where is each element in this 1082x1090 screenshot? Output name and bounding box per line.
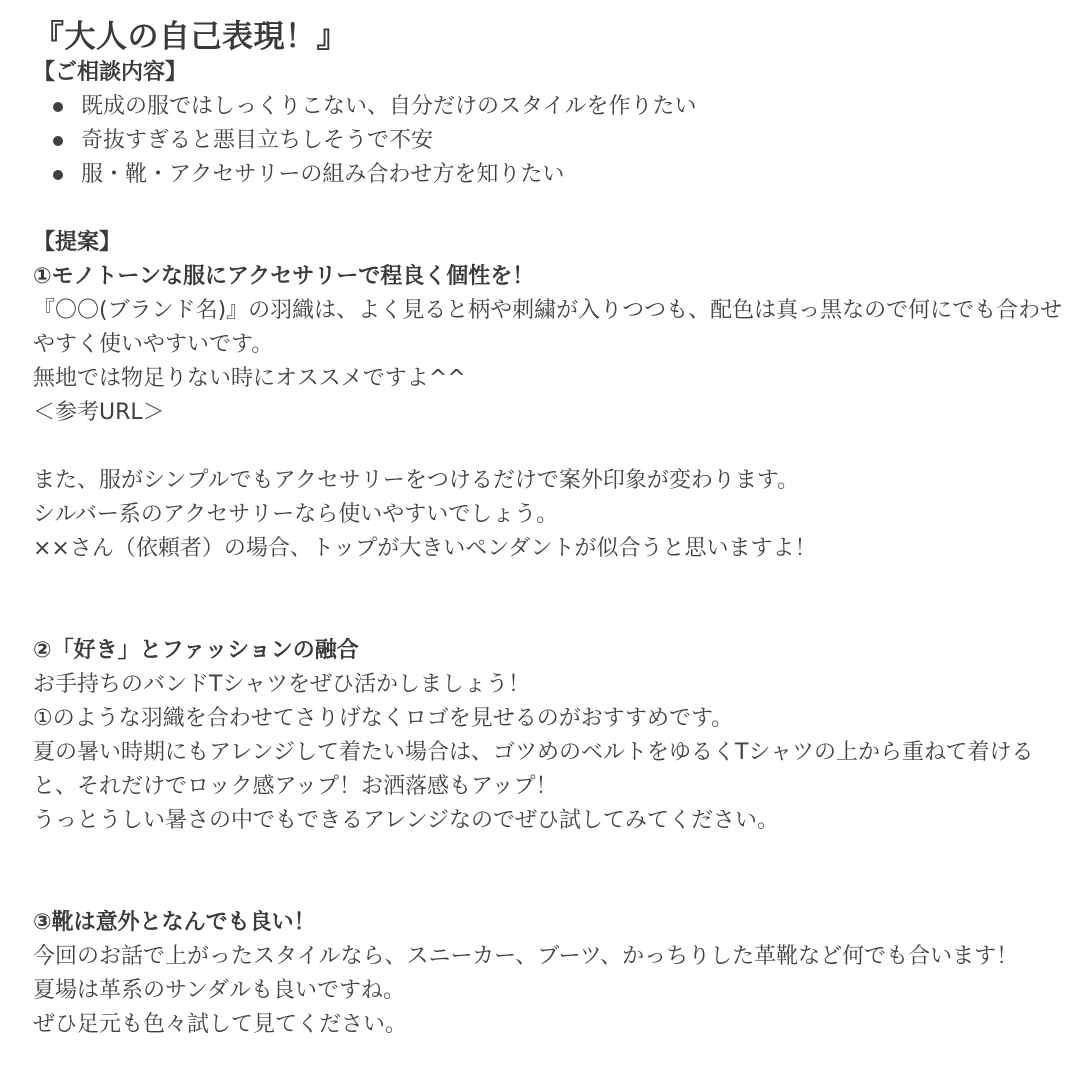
section3-line: ぜひ足元も色々試して見てください。 <box>33 1012 408 1037</box>
section3-line: 夏場は革系のサンダルも良いですね。 <box>33 978 406 1003</box>
section1-line: 無地では物足りない時にオススメですよ^^ <box>33 366 466 391</box>
spacer <box>33 566 1063 634</box>
proposal-heading: 【提案】 <box>33 230 122 255</box>
spacer <box>33 430 1063 464</box>
section1-line: シルバー系のアクセサリーなら使いやすいでしょう。 <box>33 502 559 527</box>
reference-url-label: ＜参考URL＞ <box>33 400 165 425</box>
list-item <box>33 158 1063 192</box>
section2-line: ①のような羽織を合わせてさりげなくロゴを見せるのがおすすめです。 <box>33 706 734 731</box>
section3-heading: ③靴は意外となんでも良い！ <box>33 910 316 935</box>
list-item-text: 奇抜すぎると悪目立ちしそうで不安 <box>81 128 434 153</box>
section1-heading: ①モノトーンな服にアクセサリーで程良く個性を！ <box>33 264 535 289</box>
list-item <box>33 90 1063 124</box>
bullet-icon <box>53 136 63 146</box>
section1-paragraph: 『〇〇(ブランド名)』の羽織は、よく見ると柄や刺繍が入りつつも、配色は真っ黒なので何にでも合わせやすく使いやすいです。 <box>33 298 1063 357</box>
page-title: 『大人の自己表現！』 <box>33 19 348 55</box>
section2-line: お手持ちのバンドTシャツをぜひ活かしましょう！ <box>33 672 531 697</box>
spacer <box>33 838 1063 906</box>
section2-line: うっとうしい暑さの中でもできるアレンジなのでぜひ試してみてください。 <box>33 808 780 833</box>
section2-heading: ②「好き」とファッションの融合 <box>33 638 359 663</box>
consult-heading: 【ご相談内容】 <box>33 60 188 85</box>
spacer <box>33 192 1063 226</box>
list-item-text: 既成の服ではしっくりこない、自分だけのスタイルを作りたい <box>81 94 697 119</box>
document-page <box>33 0 1063 1042</box>
list-item-text: 服・靴・アクセサリーの組み合わせ方を知りたい <box>81 162 565 187</box>
bullet-icon <box>53 170 63 180</box>
list-item <box>33 124 1063 158</box>
section3-paragraph: 今回のお話で上がったスタイルなら、スニーカー、ブーツ、かっちりした革靴など何でも合います！ <box>33 944 1019 969</box>
section1-line: また、服がシンプルでもアクセサリーをつけるだけで案外印象が変わります。 <box>33 468 800 493</box>
bullet-icon <box>53 102 63 112</box>
section2-paragraph: 夏の暑い時期にもアレンジして着たい場合は、ゴツめのベルトをゆるくTシャツの上から重ねて着けると、それだけでロック感アップ！お洒落感もアップ！ <box>33 740 1034 799</box>
section1-line: ××さん（依頼者）の場合、トップが大きいペンダントが似合うと思いますよ！ <box>33 536 817 561</box>
consult-list <box>33 90 1063 192</box>
